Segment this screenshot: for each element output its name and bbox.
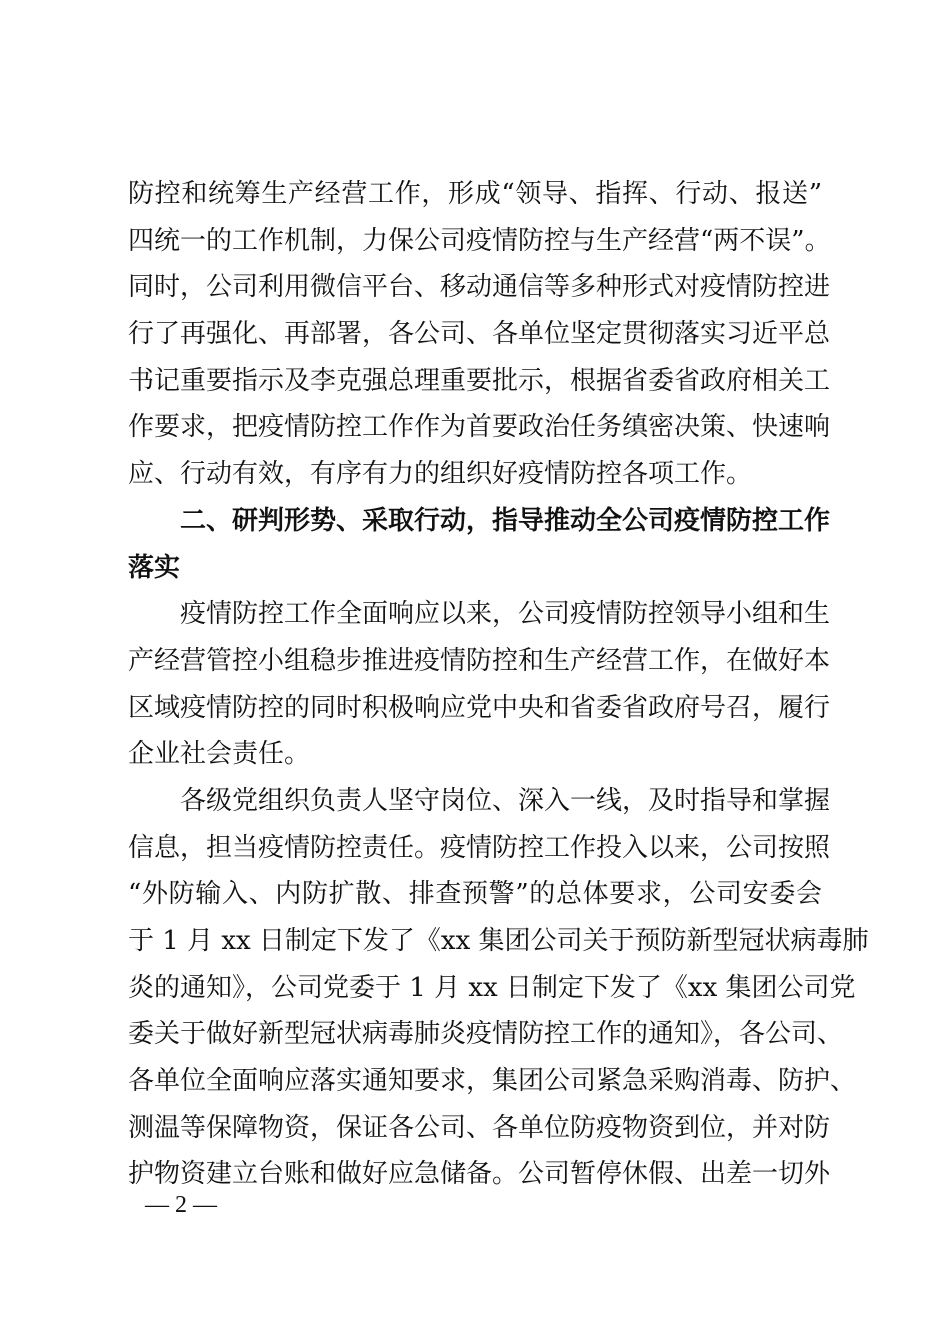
text-line: 委关于做好新型冠状病毒肺炎疫情防控工作的通知》，各公司、 (128, 1019, 844, 1050)
text-line: 产经营管控小组稳步推进疫情防控和生产经营工作，在做好本 (128, 645, 831, 676)
text-line: 于 1 月 xx 日制定下发了《xx 集团公司关于预防新型冠状病毒肺 (128, 926, 869, 956)
page-number: — 2 — (145, 1192, 217, 1218)
document-body (128, 171, 869, 1198)
text-line: 行了再强化、再部署，各公司、各单位坚定贯彻落实习近平总 (128, 319, 831, 350)
text-line: 防控和统筹生产经营工作，形成“领导、指挥、行动、报送” (128, 179, 822, 209)
paragraph (128, 591, 831, 778)
paragraph-continued (128, 171, 831, 498)
section-heading (128, 498, 831, 591)
text-line: 四统一的工作机制，力保公司疫情防控与生产经营“两不误”。 (128, 225, 831, 256)
heading-line: 二、研判形势、采取行动，指导推动全公司疫情防控工作 (180, 505, 831, 536)
text-line: 炎的通知》，公司党委于 1 月 xx 日制定下发了《xx 集团公司党 (128, 972, 856, 1003)
text-line: 各单位全面响应落实通知要求，集团公司紧急采购消毒、防护、 (128, 1066, 857, 1097)
text-line: 企业社会责任。 (128, 739, 311, 770)
text-line: 书记重要指示及李克强总理重要批示，根据省委省政府相关工 (128, 365, 831, 396)
text-line: 应、行动有效，有序有力的组织好疫情防控各项工作。 (128, 459, 753, 490)
text-line: 同时，公司利用微信平台、移动通信等多种形式对疫情防控进 (128, 272, 831, 303)
text-line: “外防输入、内防扩散、排查预警”的总体要求，公司安委会 (128, 879, 822, 910)
text-line: 信息，担当疫情防控责任。疫情防控工作投入以来，公司按照 (128, 832, 831, 863)
text-line: 区域疫情防控的同时积极响应党中央和省委省政府号召，履行 (128, 692, 831, 723)
text-line: 作要求，把疫情防控工作作为首要政治任务缜密决策、快速响 (128, 412, 831, 443)
text-line: 疫情防控工作全面响应以来，公司疫情防控领导小组和生 (180, 599, 831, 630)
heading-line: 落实 (128, 552, 181, 583)
text-line: 各级党组织负责人坚守岗位、深入一线，及时指导和掌握 (180, 785, 831, 816)
text-line: 护物资建立台账和做好应急储备。公司暂停休假、出差一切外 (128, 1159, 831, 1190)
text-line: 测温等保障物资，保证各公司、各单位防疫物资到位，并对防 (128, 1112, 831, 1143)
paragraph (128, 778, 869, 1198)
